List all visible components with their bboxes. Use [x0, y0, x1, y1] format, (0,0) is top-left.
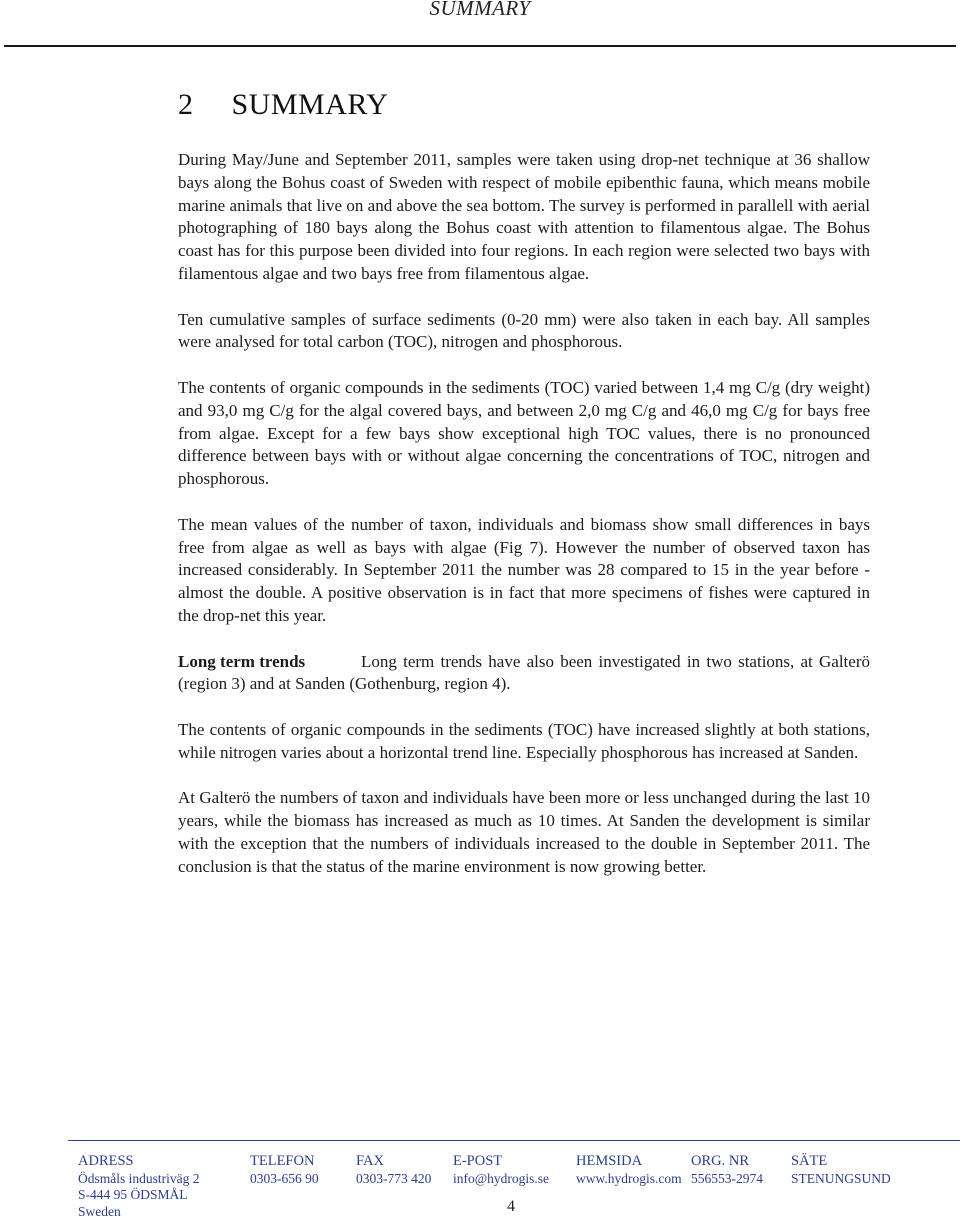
footer-fax-label: FAX	[356, 1153, 431, 1170]
footer-website	[576, 1153, 682, 1187]
running-header: SUMMARY	[0, 0, 960, 21]
footer-seat-label: SÄTE	[791, 1153, 891, 1170]
footer-email-label: E-POST	[453, 1153, 549, 1170]
paragraph-sediments: Ten cumulative samples of surface sediments (0-20 mm) were also taken in each bay. All samples were analysed for total carbon (TOC), nitrogen and phosphorous.	[178, 309, 870, 355]
footer-phone-label: TELEFON	[250, 1153, 319, 1170]
section-number: 2	[178, 88, 194, 121]
footer-orgnr-label: ORG. NR	[691, 1153, 763, 1170]
paragraph-toc: The contents of organic compounds in the sediments (TOC) varied between 1,4 mg C/g (dry weight) and 93,0 mg C/g for the algal covered bays, and between 2,0 mg C/g and 46,0 mg C/g for bays free from algae. Except for a few bays show exceptional high TOC values, there is no pronounced difference between bays with or without algae concerning the concentrations of TOC, nitrogen and phosphorous.	[178, 377, 870, 491]
footer-address	[78, 1153, 200, 1220]
paragraph-long-term	[178, 651, 870, 697]
footer-fax-value: 0303-773 420	[356, 1171, 431, 1188]
footer-phone	[250, 1153, 319, 1187]
paragraph-galtero: At Galterö the numbers of taxon and individuals have been more or less unchanged during the last 10 years, while the biomass has increased as much as 10 times. At Sanden the development is similar with the exception that the numbers of individuals increased to the double in September 2011. The conclusion is that the status of the marine environment is now growing better.	[178, 787, 870, 878]
long-term-label: Long term trends	[178, 651, 361, 674]
paragraph-trend-toc: The contents of organic compounds in the sediments (TOC) have increased slightly at both stations, while nitrogen varies about a horizontal trend line. Especially phosphorous has increased at Sanden.	[178, 719, 870, 765]
footer-rule	[68, 1140, 960, 1141]
footer-address-label: ADRESS	[78, 1153, 200, 1170]
footer-address-line3: Sweden	[78, 1204, 200, 1220]
footer-seat-value: STENUNGSUND	[791, 1171, 891, 1188]
footer-website-value[interactable]: www.hydrogis.com	[576, 1171, 682, 1188]
footer-seat	[791, 1153, 891, 1187]
paragraph-taxon: The mean values of the number of taxon, individuals and biomass show small differences in bays free from algae as well as bays with algae (Fig 7). However the number of observed taxon has increased considerably. In September 2011 the number was 28 compared to 15 in the year before - almost the double. A positive observation is in fact that more specimens of fishes were captured in the drop-net this year.	[178, 514, 870, 628]
section-title: SUMMARY	[232, 88, 389, 121]
paragraph-sampling: During May/June and September 2011, samples were taken using drop-net technique at 36 shallow bays along the Bohus coast of Sweden with respect of mobile epibenthic fauna, which means mobile marine animals that live on and above the sea bottom. The survey is performed in parallell with aerial photographing of 180 bays along the Bohus coast with attention to filamentous algae. The Bohus coast has for this purpose been divided into four regions. In each region were selected two bays with filamentous algae and two bays free from filamentous algae.	[178, 149, 870, 286]
footer-email-value[interactable]: info@hydrogis.se	[453, 1171, 549, 1188]
footer-address-line1: Ödsmåls industriväg 2	[78, 1171, 200, 1188]
summary-body	[178, 149, 870, 901]
footer-phone-value: 0303-656 90	[250, 1171, 319, 1188]
section-heading	[178, 88, 388, 122]
footer-orgnr	[691, 1153, 763, 1187]
footer-fax	[356, 1153, 431, 1187]
footer-website-label: HEMSIDA	[576, 1153, 682, 1170]
long-term-text: Long term trends have also been investigated in two stations, at Galterö (region 3) and at Sanden (Gothenburg, region 4).	[178, 652, 870, 694]
header-rule	[4, 45, 956, 47]
footer-orgnr-value: 556553-2974	[691, 1171, 763, 1188]
footer-address-line2: S-444 95 ÖDSMÅL	[78, 1187, 200, 1204]
footer-email	[453, 1153, 549, 1187]
page-number: 4	[507, 1198, 515, 1216]
